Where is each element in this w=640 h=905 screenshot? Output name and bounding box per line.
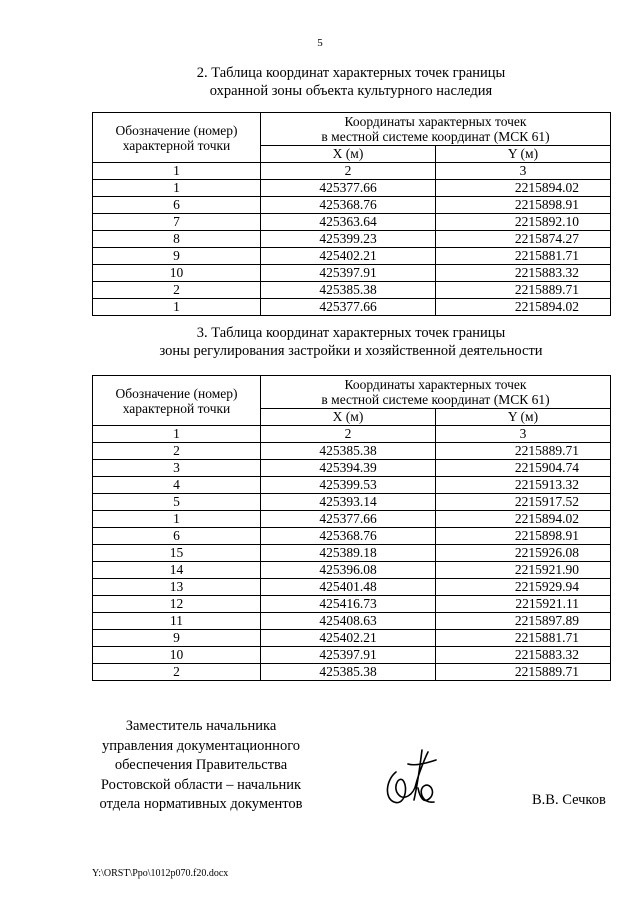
table-row [93, 596, 611, 613]
table-row [93, 579, 611, 596]
x-coordinate-cell: 425402.21 [261, 248, 436, 265]
point-number-cell: 11 [93, 613, 261, 630]
point-number-cell: 12 [93, 596, 261, 613]
coords-header-line: в местной системе координат (МСК 61) [321, 129, 550, 144]
numbering-row [93, 163, 611, 180]
point-header-cell [93, 376, 261, 426]
y-coordinate-cell: 2215904.74 [436, 460, 611, 477]
x-coordinate-cell: 425399.53 [261, 477, 436, 494]
point-number-cell: 3 [93, 460, 261, 477]
point-header-line: Обозначение (номер) [115, 385, 238, 401]
x-coordinate-cell: 425399.23 [261, 231, 436, 248]
x-coordinate-cell: 425396.08 [261, 562, 436, 579]
point-number-cell: 2 [93, 664, 261, 681]
x-header-cell: X (м) [261, 146, 436, 163]
x-coordinate-cell: 425368.76 [261, 528, 436, 545]
table1-caption-line: охранной зоны объекта культурного наследия [209, 83, 493, 99]
y-header-cell: Y (м) [436, 409, 611, 426]
coordinates-table-1 [92, 112, 611, 316]
point-header-line: Обозначение (номер) [115, 122, 238, 138]
table-row [93, 197, 611, 214]
x-coordinate-cell: 425363.64 [261, 214, 436, 231]
numbering-cell: 2 [261, 426, 436, 443]
coords-header-line: в местной системе координат (МСК 61) [321, 392, 550, 407]
point-number-cell: 8 [93, 231, 261, 248]
point-number-cell: 9 [93, 630, 261, 647]
y-coordinate-cell: 2215892.10 [436, 214, 611, 231]
signer-name: В.В. Сечков [532, 792, 606, 808]
x-coordinate-cell: 425416.73 [261, 596, 436, 613]
y-coordinate-cell: 2215917.52 [436, 494, 611, 511]
numbering-cell: 1 [93, 426, 261, 443]
table-row [93, 494, 611, 511]
coords-header-cell [261, 376, 611, 409]
x-coordinate-cell: 425402.21 [261, 630, 436, 647]
coordinates-table-2 [92, 375, 611, 681]
x-coordinate-cell: 425394.39 [261, 460, 436, 477]
signer-title-line: обеспечения Правительства [114, 757, 288, 773]
numbering-cell: 3 [436, 163, 611, 180]
point-number-cell: 10 [93, 647, 261, 664]
y-coordinate-cell: 2215929.94 [436, 579, 611, 596]
point-number-cell: 9 [93, 248, 261, 265]
y-coordinate-cell: 2215894.02 [436, 299, 611, 316]
x-coordinate-cell: 425401.48 [261, 579, 436, 596]
x-coordinate-cell: 425397.91 [261, 647, 436, 664]
point-number-cell: 1 [93, 511, 261, 528]
x-coordinate-cell: 425377.66 [261, 511, 436, 528]
x-coordinate-cell: 425385.38 [261, 664, 436, 681]
x-coordinate-cell: 425397.91 [261, 265, 436, 282]
x-header-cell: X (м) [261, 409, 436, 426]
coords-header-line: Координаты характерных точек [344, 377, 527, 392]
x-coordinate-cell: 425408.63 [261, 613, 436, 630]
point-number-cell: 2 [93, 443, 261, 460]
point-number-cell: 15 [93, 545, 261, 562]
table-row [93, 180, 611, 197]
coords-header-line: Координаты характерных точек [344, 114, 527, 129]
table-row [93, 528, 611, 545]
x-coordinate-cell: 425377.66 [261, 180, 436, 197]
file-path: Y:\ORST\Ppo\1012p070.f20.docx [92, 868, 229, 879]
y-coordinate-cell: 2215926.08 [436, 545, 611, 562]
table2-caption [92, 324, 610, 360]
signer-title-line: управления документационного [101, 737, 301, 754]
point-number-cell: 6 [93, 197, 261, 214]
table-row [93, 664, 611, 681]
table1-caption [92, 64, 610, 100]
numbering-cell: 2 [261, 163, 436, 180]
y-coordinate-cell: 2215889.71 [436, 664, 611, 681]
point-number-cell: 6 [93, 528, 261, 545]
y-coordinate-cell: 2215894.02 [436, 511, 611, 528]
table-row [93, 460, 611, 477]
y-coordinate-cell: 2215881.71 [436, 248, 611, 265]
numbering-row [93, 426, 611, 443]
y-coordinate-cell: 2215898.91 [436, 528, 611, 545]
table-row [93, 647, 611, 664]
y-coordinate-cell: 2215897.89 [436, 613, 611, 630]
y-coordinate-cell: 2215883.32 [436, 265, 611, 282]
table-row [93, 282, 611, 299]
point-header-line: характерной точки [122, 400, 231, 416]
table-row [93, 562, 611, 579]
x-coordinate-cell: 425389.18 [261, 545, 436, 562]
table-row [93, 214, 611, 231]
table-row [93, 630, 611, 647]
numbering-cell: 3 [436, 426, 611, 443]
signer-title-line: Ростовской области – начальник [100, 776, 302, 793]
x-coordinate-cell: 425368.76 [261, 197, 436, 214]
page-number: 5 [317, 37, 323, 49]
handwritten-signature-icon [378, 742, 448, 812]
y-coordinate-cell: 2215889.71 [436, 443, 611, 460]
signer-title-line: отдела нормативных документов [99, 796, 303, 812]
x-coordinate-cell: 425393.14 [261, 494, 436, 511]
y-coordinate-cell: 2215921.11 [436, 596, 611, 613]
point-number-cell: 7 [93, 214, 261, 231]
x-coordinate-cell: 425385.38 [261, 282, 436, 299]
table-row [93, 477, 611, 494]
point-number-cell: 14 [93, 562, 261, 579]
table1-body [93, 113, 611, 316]
y-header-cell: Y (м) [436, 146, 611, 163]
y-coordinate-cell: 2215883.32 [436, 647, 611, 664]
y-coordinate-cell: 2215894.02 [436, 180, 611, 197]
table2-body [93, 376, 611, 681]
point-header-cell [93, 113, 261, 163]
y-coordinate-cell: 2215913.32 [436, 477, 611, 494]
table-row [93, 231, 611, 248]
x-coordinate-cell: 425385.38 [261, 443, 436, 460]
table1-caption-line: 2. Таблица координат характерных точек границы [196, 65, 506, 81]
x-coordinate-cell: 425377.66 [261, 299, 436, 316]
point-number-cell: 4 [93, 477, 261, 494]
table-row [93, 299, 611, 316]
point-number-cell: 10 [93, 265, 261, 282]
signer-title-line: Заместитель начальника [125, 718, 277, 734]
table-row [93, 443, 611, 460]
table-row [93, 265, 611, 282]
numbering-cell: 1 [93, 163, 261, 180]
point-number-cell: 2 [93, 282, 261, 299]
signer-title [92, 717, 310, 815]
table2-caption-line: 3. Таблица координат характерных точек границы [196, 325, 506, 341]
table-row [93, 511, 611, 528]
y-coordinate-cell: 2215881.71 [436, 630, 611, 647]
point-number-cell: 13 [93, 579, 261, 596]
point-number-cell: 1 [93, 299, 261, 316]
table-row [93, 545, 611, 562]
y-coordinate-cell: 2215921.90 [436, 562, 611, 579]
y-coordinate-cell: 2215889.71 [436, 282, 611, 299]
point-number-cell: 1 [93, 180, 261, 197]
point-header-line: характерной точки [122, 137, 231, 153]
y-coordinate-cell: 2215874.27 [436, 231, 611, 248]
table2-caption-line: зоны регулирования застройки и хозяйственной деятельности [159, 343, 543, 359]
table-row [93, 613, 611, 630]
coords-header-cell [261, 113, 611, 146]
y-coordinate-cell: 2215898.91 [436, 197, 611, 214]
table-row [93, 248, 611, 265]
point-number-cell: 5 [93, 494, 261, 511]
